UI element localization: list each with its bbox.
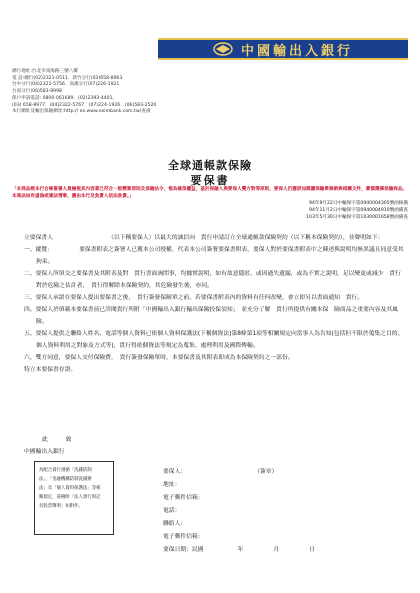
document-title: 全球通帳款保險 bbox=[168, 159, 252, 172]
contact-info bbox=[12, 69, 412, 116]
declaration-item: 一、縱覽： 要保書附表之簽署人已獲本公司授權，代表本公司簽署要保書附表，要保人對於要保書附表中之陳述與說明均無異議且同意受其拘束。 bbox=[24, 247, 404, 265]
declaration-item: 二、要保人所填交之要保書及其附表及對 貴行書面詢問事，均據實說明，如有故意隱匿、或因過失遺漏，或為不實之說明，足以變更或減少 貴行對於危險之估計者， 貴行得解除本保險契約，其危險發生後，亦同。 bbox=[24, 271, 401, 289]
recipient-bank: 中國輸出入銀行 bbox=[24, 449, 65, 455]
bank-emblem-icon bbox=[213, 42, 233, 56]
contact-person-label: 聯絡人： bbox=[163, 521, 187, 527]
salutation-line: 此 致 bbox=[42, 437, 78, 443]
approval-line: 94年11月2日中輸保字第0940004910號函備查 bbox=[309, 207, 408, 213]
contact-line: 本行網址及輸出保險網址:http:// ex.www.eximbank.com.tw/查詢 bbox=[12, 109, 151, 115]
aml-notice-line: 關規定，茲檢附「法人發行與記 bbox=[39, 495, 101, 500]
day-label: 日 bbox=[309, 547, 316, 553]
declaration-intro: 立要保書人 （以下稱要保人）以最大的誠信向 貴行申請訂立全球通帳款保險契約（以下稱本保險契約），並聲明如下： bbox=[24, 235, 384, 241]
month-label: 月 bbox=[273, 547, 280, 553]
declaration-closing: 特立本要保書存證。 bbox=[24, 367, 77, 373]
applicant-label: 要保人： bbox=[163, 469, 187, 475]
phone-row[interactable] bbox=[163, 505, 315, 518]
email-label: 電子郵件信箱： bbox=[163, 495, 204, 501]
contact-line: (03) 658-8977．(04)2322-5767．(07)224-1926．(06)583-2520 bbox=[12, 102, 157, 108]
aml-notice-line: 法」及「個人資料保護法」等相 bbox=[39, 486, 101, 491]
document-subtitle: 要保書 bbox=[190, 174, 230, 187]
seal-label: （簽章） bbox=[254, 469, 278, 475]
year-label: 年 bbox=[237, 547, 244, 553]
contact-line: 台中分行(04)2322-5756．高雄分行(07)226-1921 bbox=[12, 82, 120, 88]
aml-notice-line: 名股票聲明」如附件。 bbox=[39, 504, 83, 509]
approval-line: 94年9月22日中輸保字第0940004305號函核備 bbox=[309, 201, 408, 206]
contact-email-row[interactable] bbox=[163, 531, 315, 544]
approval-references bbox=[306, 201, 408, 221]
declaration-item: 四、要保人於填載本要保書前已詳閱貴行所附「中國輸出入銀行輸出保險投保須知」 並充分了解 貴行所提供有關本保 險商品之重要內容及其風險。 bbox=[24, 307, 398, 325]
date-label: 要保日期：民國 bbox=[163, 547, 204, 553]
contact-line: 保戶申訴電話: 0800-061689．(02)2393-4401、 bbox=[12, 95, 118, 101]
aml-notice-line: 法」、「金融機構防制洗錢辦 bbox=[39, 477, 92, 482]
phone-label: 電話： bbox=[163, 508, 181, 514]
aml-notice-line: 為配合貴行遵循「洗錢防制 bbox=[39, 468, 92, 473]
address-label: 地址： bbox=[163, 482, 181, 488]
contact-line: 台南分行(06)583-8998 bbox=[12, 89, 62, 95]
contact-email-label: 電子郵件信箱： bbox=[163, 534, 204, 540]
contact-person-row[interactable] bbox=[163, 518, 315, 531]
declaration-item: 三、要保人承諾在要保人提出要保書之後， 貴行簽發保險單之前，若要保書附表內的資料有任何改變，會立即另以書面通知 貴行。 bbox=[24, 295, 364, 301]
declaration-item: 六、雙方同意，要保人交付保險費， 貴行簽發保險單時，本要保書及其附表即成為本保險契約之一部份。 bbox=[24, 355, 294, 361]
contact-line: 總行地址:台北市南海路三號八樓 bbox=[12, 69, 78, 74]
applicant-form bbox=[163, 466, 315, 557]
application-date-row[interactable] bbox=[163, 544, 315, 557]
salutation bbox=[24, 434, 77, 458]
applicant-row[interactable] bbox=[163, 466, 315, 479]
declaration-item: 五、要保人提供之聯絡人姓名、電話等個人資料已依個人資料保護法(下稱個資法)第8條第1項等相關規定向當事人為告知(包括但不限於蒐集之目的、個人資料利用之對象及方式等)，貴行得依個資法等規定為蒐集、處理利用及國際傳輸。 bbox=[24, 331, 404, 349]
disclaimer-notice: 「本商品經本行合條簽署人員檢視其內容業已符合一般精算原則及保險法令，惟為確保權益，基於保險人與要保人雙方對等原則，要保人仍應詳加閱讀保險單條款與相關文件，審慎選擇保險商品。本商品如有虛偽或違法情事，應由本行及負責人依法負責。」 bbox=[12, 187, 408, 199]
declaration-body bbox=[24, 232, 404, 376]
contact-line: 電 話:總行(02)2321-0511．新竹分行(03)658-8963 bbox=[12, 75, 123, 81]
aml-notice-box bbox=[34, 461, 114, 535]
email-row[interactable] bbox=[163, 492, 315, 505]
bank-name: 中國輸出入銀行 bbox=[240, 43, 353, 59]
address-row[interactable] bbox=[163, 479, 315, 492]
bank-logo-banner bbox=[158, 38, 408, 60]
approval-line: 103年5月30日中輸保字第1030001658號函備查 bbox=[306, 214, 408, 220]
